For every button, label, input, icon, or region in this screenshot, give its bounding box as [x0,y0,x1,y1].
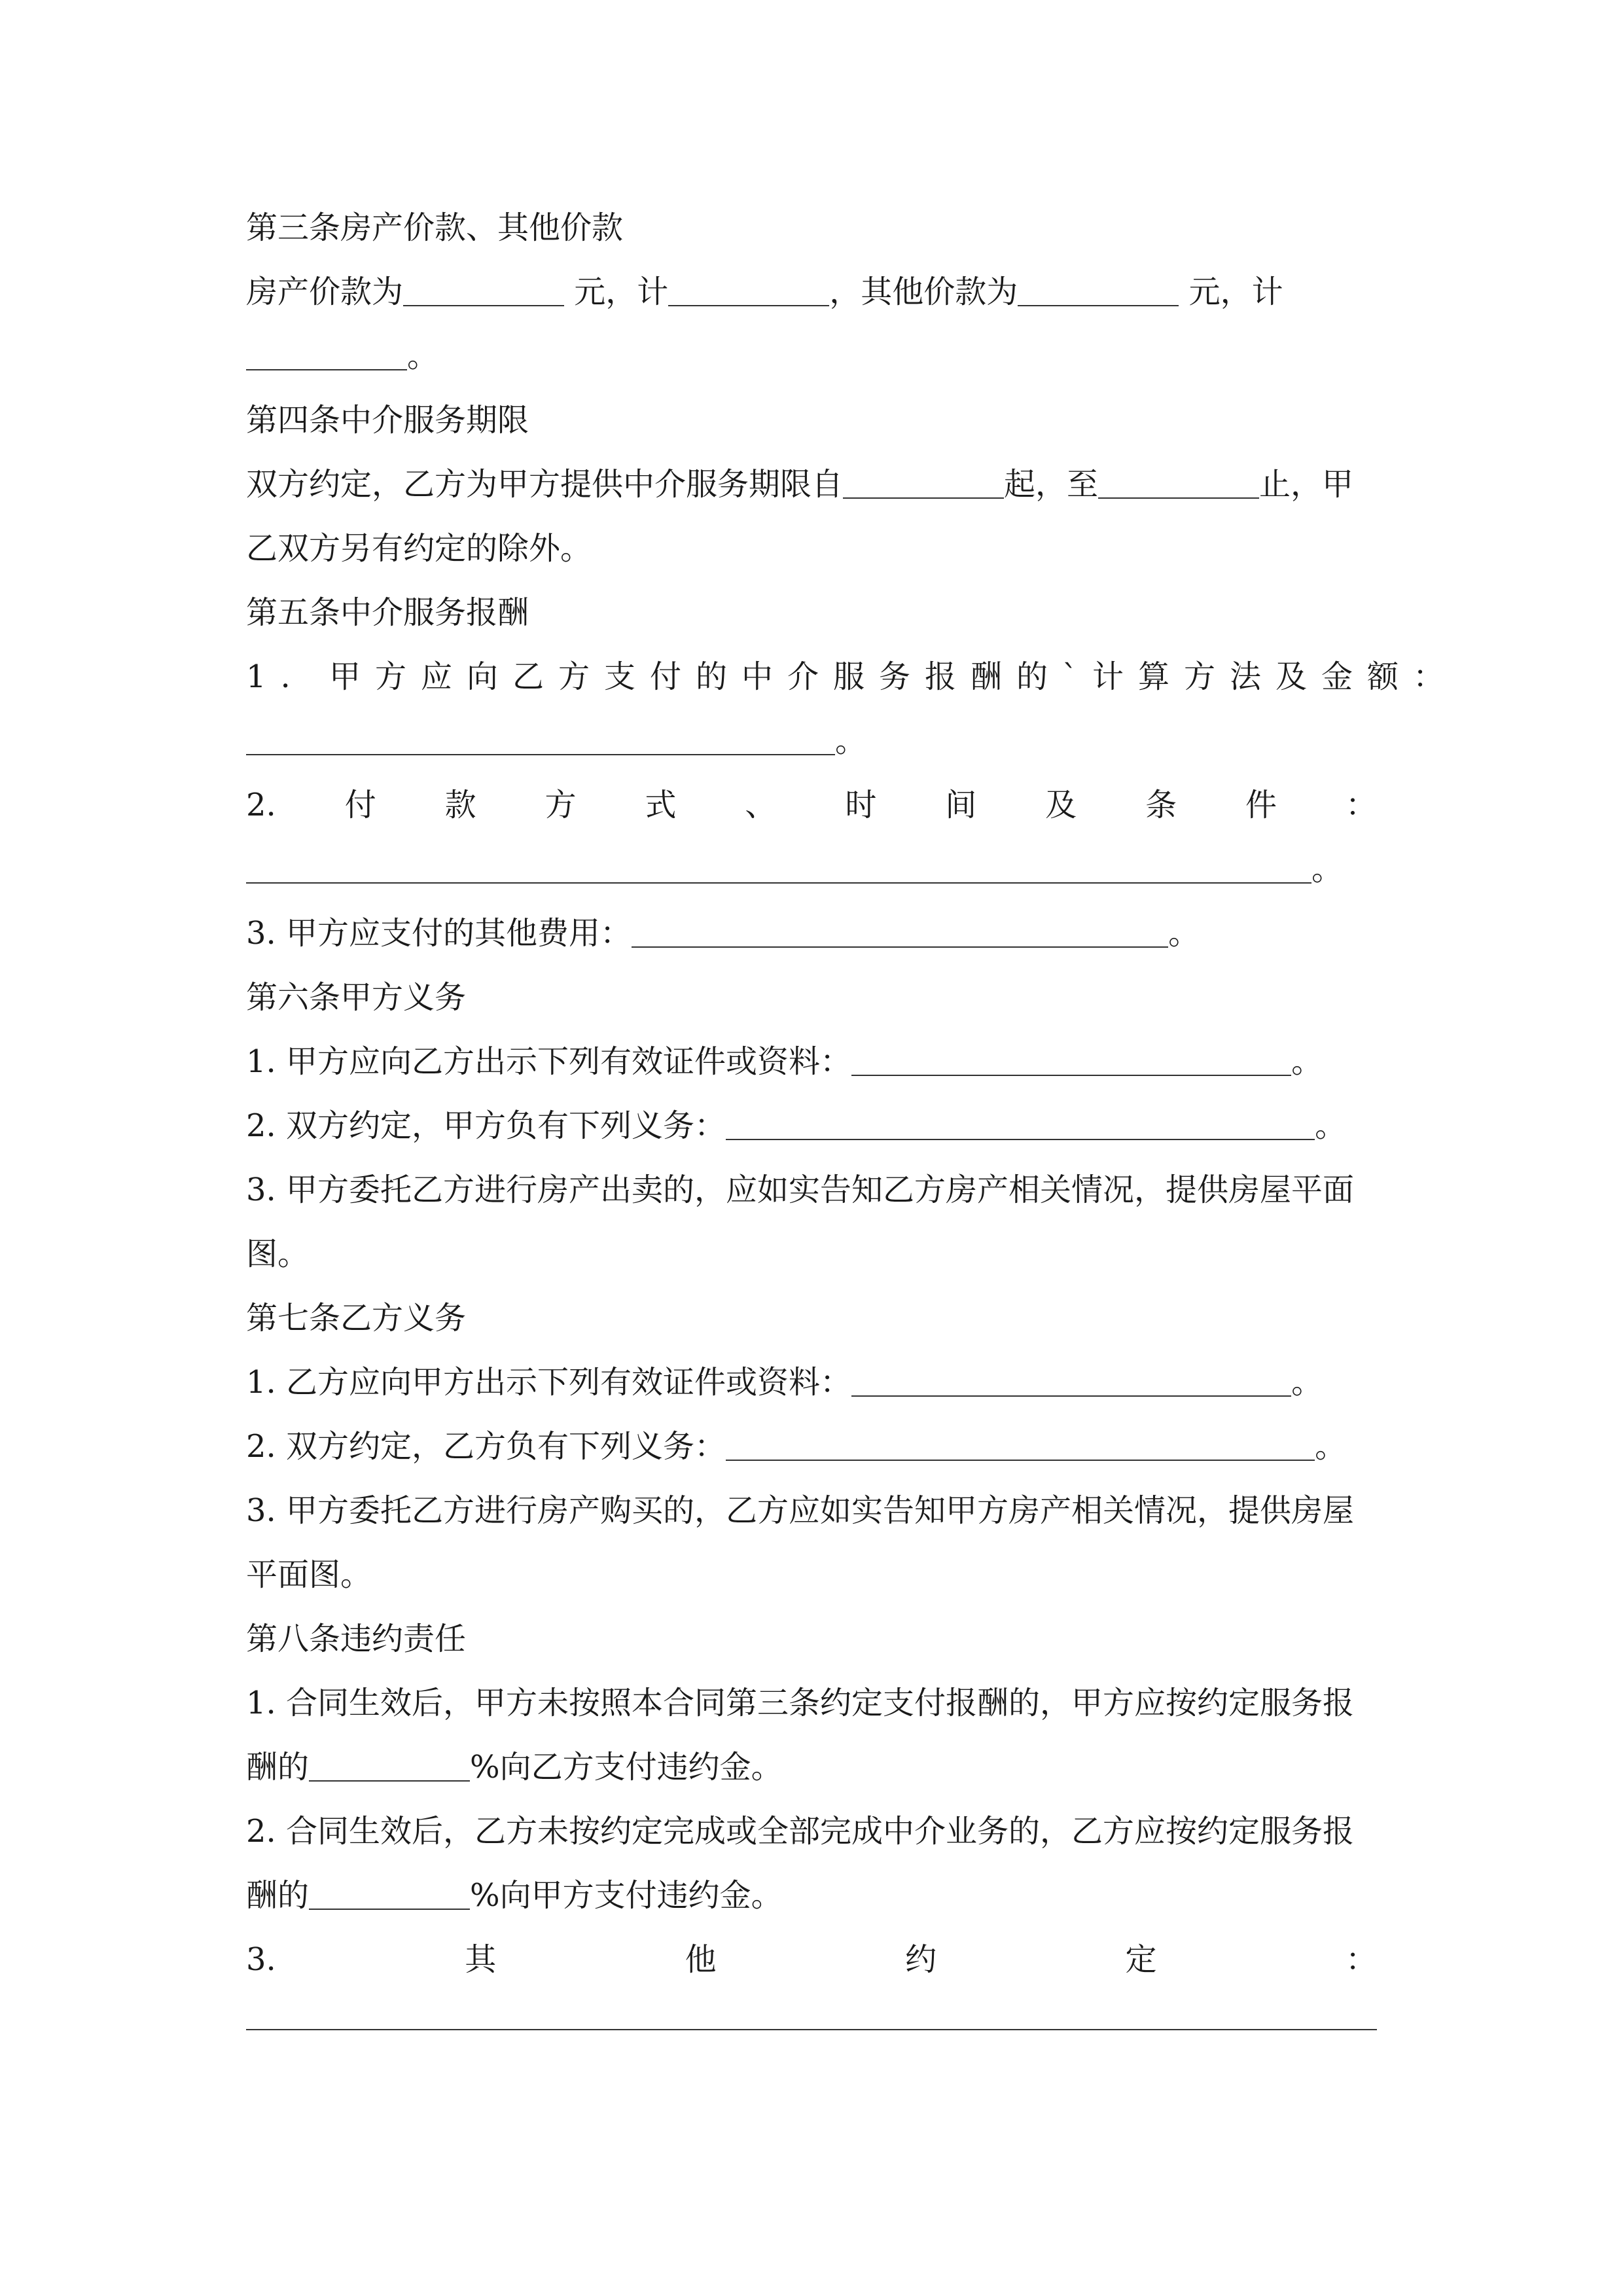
article-5-item-1-answer: 。 [246,721,1377,761]
party-b-penalty-percent-blank[interactable] [309,1880,470,1910]
article-6-item-1: 1. 甲方应向乙方出示下列有效证件或资料： 。 [246,1043,1323,1080]
article-8-item-1-cont: 酬的 %向乙方支付违约金。 [246,1749,783,1785]
party-a-documents-blank[interactable] [851,1046,1291,1076]
house-price-words-blank[interactable] [668,276,829,306]
party-a-duties-blank[interactable] [726,1110,1315,1140]
article-3-price-line-2: 。 [246,336,1377,376]
article-8-item-3: 3. 其 他 约 定 ： [246,1941,1377,1978]
other-price-blank[interactable] [1018,276,1179,306]
party-b-documents-blank[interactable] [851,1367,1291,1397]
article-7-item-1: 1. 乙方应向甲方出示下列有效证件或资料： 。 [246,1364,1323,1401]
other-agreements-blank[interactable] [246,2029,1377,2030]
article-6-heading: 第六条甲方义务 [246,979,467,1016]
article-5-item-1: 1. 甲方应向乙方支付的中介服务报酬的`计算方法及金额： [246,658,1459,695]
article-4-heading: 第四条中介服务期限 [246,402,529,439]
article-4-period-line: 双方约定，乙方为甲方提供中介服务期限自 起，至 止，甲 [246,466,1354,503]
service-start-blank[interactable] [843,469,1004,499]
article-8-item-1: 1. 合同生效后，甲方未按照本合同第三条约定支付报酬的，甲方应按约定服务报 [246,1685,1355,1721]
article-5-item-3: 3. 甲方应支付的其他费用： 。 [246,915,1200,952]
fee-calculation-blank[interactable] [246,725,835,755]
article-5-heading: 第五条中介服务报酬 [246,594,529,631]
party-a-penalty-percent-blank[interactable] [309,1751,470,1782]
article-7-heading: 第七条乙方义务 [246,1300,467,1336]
article-5-item-2-answer: 。 [246,850,1377,889]
house-price-blank[interactable] [403,276,564,306]
article-6-item-3: 3. 甲方委托乙方进行房产出卖的，应如实告知乙方房产相关情况，提供房屋平面 [246,1172,1355,1208]
other-price-words-blank[interactable] [246,340,407,370]
article-4-period-line-2: 乙双方另有约定的除外。 [246,530,592,567]
article-7-item-2: 2. 双方约定，乙方负有下列义务： 。 [246,1428,1347,1465]
article-8-item-2-cont: 酬的 %向甲方支付违约金。 [246,1877,783,1914]
article-3-price-line: 房产价款为 元，计 ，其他价款为 元，计 [246,274,1283,310]
article-6-item-3-cont: 图。 [246,1236,310,1272]
payment-method-blank[interactable] [246,853,1311,884]
article-5-item-2: 2. 付 款 方 式 、 时 间 及 条 件 ： [246,787,1377,823]
article-8-item-2: 2. 合同生效后，乙方未按约定完成或全部完成中介业务的，乙方应按约定服务报 [246,1813,1355,1850]
other-fees-blank[interactable] [632,918,1168,948]
party-b-duties-blank[interactable] [726,1431,1315,1461]
service-end-blank[interactable] [1098,469,1259,499]
article-7-item-3: 3. 甲方委托乙方进行房产购买的，乙方应如实告知甲方房产相关情况，提供房屋 [246,1492,1355,1529]
article-8-heading: 第八条违约责任 [246,1621,467,1657]
article-6-item-2: 2. 双方约定，甲方负有下列义务： 。 [246,1107,1347,1144]
article-7-item-3-cont: 平面图。 [246,1556,372,1593]
article-3-heading: 第三条房产价款、其他价款 [246,209,624,246]
